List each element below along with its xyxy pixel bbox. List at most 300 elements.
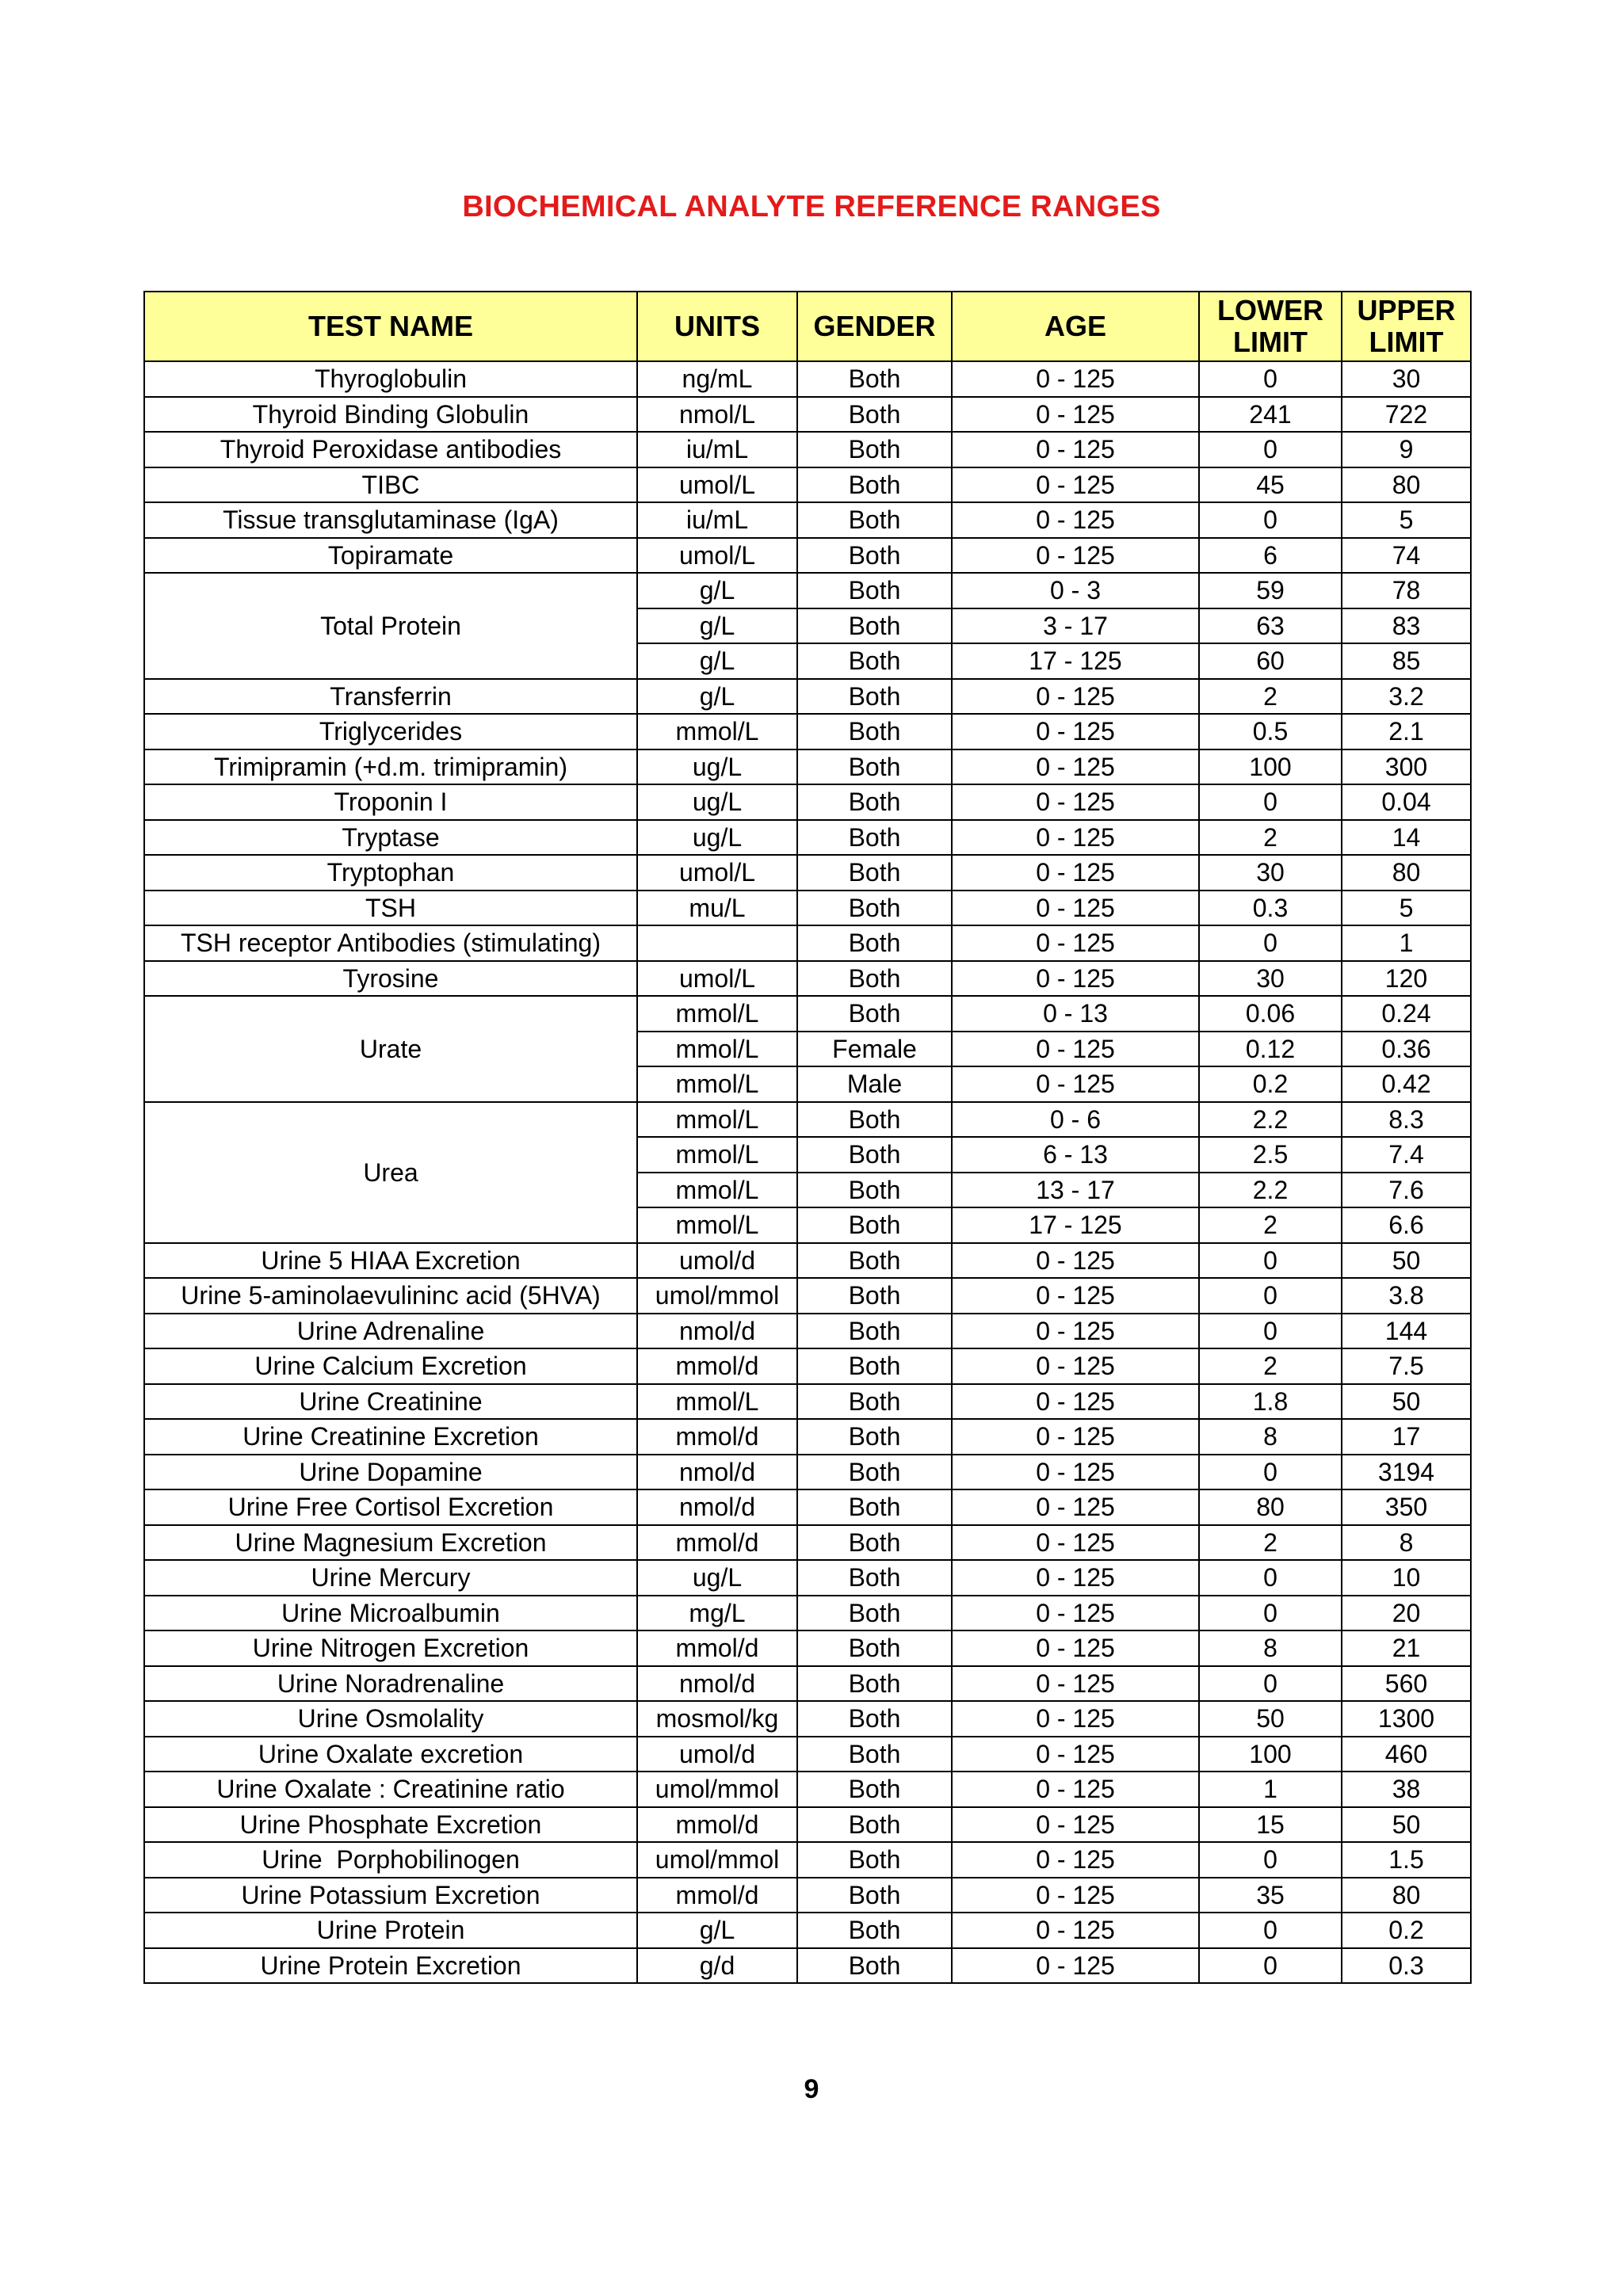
cell-test-name: Urine Free Cortisol Excretion: [144, 1489, 637, 1525]
cell-age: 0 - 125: [952, 1314, 1199, 1349]
cell-upper-limit: 350: [1342, 1489, 1471, 1525]
table-row: [144, 1630, 1471, 1666]
cell-test-name: Tissue transglutaminase (IgA): [144, 502, 637, 538]
cell-test-name: Thyroid Peroxidase antibodies: [144, 432, 637, 467]
cell-gender: Both: [797, 749, 952, 785]
cell-units: mmol/L: [637, 1173, 797, 1208]
cell-units: g/L: [637, 679, 797, 715]
table-row: [144, 397, 1471, 433]
cell-lower-limit: 0: [1199, 1913, 1342, 1948]
cell-age: 3 - 17: [952, 608, 1199, 644]
cell-lower-limit: 0: [1199, 1278, 1342, 1314]
cell-age: 0 - 125: [952, 1737, 1199, 1772]
cell-age: 0 - 125: [952, 1948, 1199, 1984]
cell-units: mmol/d: [637, 1630, 797, 1666]
cell-test-name: Urine Oxalate : Creatinine ratio: [144, 1772, 637, 1807]
cell-test-name: Urate: [144, 996, 637, 1102]
cell-lower-limit: 8: [1199, 1630, 1342, 1666]
cell-age: 17 - 125: [952, 643, 1199, 679]
header-row: [144, 292, 1471, 361]
cell-lower-limit: 0: [1199, 1560, 1342, 1596]
table-row: [144, 961, 1471, 997]
cell-upper-limit: 80: [1342, 1878, 1471, 1913]
cell-lower-limit: 1.8: [1199, 1384, 1342, 1420]
header-test-name: TEST NAME: [144, 292, 637, 361]
table-row: [144, 1419, 1471, 1455]
cell-units: mosmol/kg: [637, 1701, 797, 1737]
cell-lower-limit: 2: [1199, 820, 1342, 856]
cell-test-name: Triglycerides: [144, 714, 637, 749]
cell-age: 0 - 125: [952, 467, 1199, 503]
cell-test-name: Transferrin: [144, 679, 637, 715]
cell-age: 0 - 125: [952, 1489, 1199, 1525]
cell-age: 0 - 125: [952, 820, 1199, 856]
cell-units: mmol/L: [637, 1066, 797, 1102]
cell-units: mmol/d: [637, 1348, 797, 1384]
cell-upper-limit: 50: [1342, 1807, 1471, 1843]
table-row: [144, 1737, 1471, 1772]
cell-gender: Both: [797, 432, 952, 467]
cell-units: iu/mL: [637, 432, 797, 467]
cell-units: mmol/L: [637, 1102, 797, 1138]
cell-upper-limit: 300: [1342, 749, 1471, 785]
cell-upper-limit: 3194: [1342, 1455, 1471, 1490]
cell-lower-limit: 2.5: [1199, 1137, 1342, 1173]
cell-test-name: Urine 5 HIAA Excretion: [144, 1243, 637, 1279]
cell-test-name: Tryptase: [144, 820, 637, 856]
cell-upper-limit: 6.6: [1342, 1207, 1471, 1243]
cell-gender: Both: [797, 820, 952, 856]
cell-lower-limit: 0: [1199, 1948, 1342, 1984]
cell-upper-limit: 38: [1342, 1772, 1471, 1807]
table-row: [144, 361, 1471, 397]
cell-gender: Both: [797, 714, 952, 749]
cell-upper-limit: 144: [1342, 1314, 1471, 1349]
cell-lower-limit: 0: [1199, 1842, 1342, 1878]
cell-upper-limit: 85: [1342, 643, 1471, 679]
cell-gender: Both: [797, 1419, 952, 1455]
cell-gender: Both: [797, 467, 952, 503]
table-row: [144, 432, 1471, 467]
cell-gender: Both: [797, 1348, 952, 1384]
cell-lower-limit: 2: [1199, 679, 1342, 715]
cell-units: umol/mmol: [637, 1842, 797, 1878]
table-row: [144, 784, 1471, 820]
cell-units: iu/mL: [637, 502, 797, 538]
cell-upper-limit: 722: [1342, 397, 1471, 433]
cell-lower-limit: 0.2: [1199, 1066, 1342, 1102]
cell-test-name: TSH receptor Antibodies (stimulating): [144, 925, 637, 961]
cell-units: ng/mL: [637, 361, 797, 397]
cell-gender: Both: [797, 1102, 952, 1138]
cell-units: umol/mmol: [637, 1278, 797, 1314]
cell-units: mmol/L: [637, 1207, 797, 1243]
cell-lower-limit: 0.12: [1199, 1032, 1342, 1067]
table-row: [144, 820, 1471, 856]
table-row: [144, 1314, 1471, 1349]
cell-upper-limit: 7.6: [1342, 1173, 1471, 1208]
cell-upper-limit: 560: [1342, 1666, 1471, 1702]
table-row: [144, 855, 1471, 891]
table-row: [144, 1596, 1471, 1631]
cell-age: 0 - 125: [952, 961, 1199, 997]
table-row: [144, 1842, 1471, 1878]
cell-age: 0 - 6: [952, 1102, 1199, 1138]
cell-gender: Both: [797, 538, 952, 574]
table-row: [144, 1455, 1471, 1490]
cell-upper-limit: 50: [1342, 1243, 1471, 1279]
cell-gender: Both: [797, 1525, 952, 1561]
cell-lower-limit: 35: [1199, 1878, 1342, 1913]
cell-units: ug/L: [637, 1560, 797, 1596]
cell-lower-limit: 0: [1199, 784, 1342, 820]
cell-units: umol/L: [637, 538, 797, 574]
table-row: [144, 467, 1471, 503]
cell-gender: Both: [797, 1701, 952, 1737]
cell-lower-limit: 30: [1199, 961, 1342, 997]
cell-gender: Both: [797, 1243, 952, 1279]
cell-upper-limit: 0.24: [1342, 996, 1471, 1032]
cell-gender: Both: [797, 1948, 952, 1984]
cell-test-name: Urine Osmolality: [144, 1701, 637, 1737]
cell-lower-limit: 0: [1199, 1666, 1342, 1702]
cell-lower-limit: 1: [1199, 1772, 1342, 1807]
table-row: [144, 1384, 1471, 1420]
header-units: UNITS: [637, 292, 797, 361]
cell-gender: Both: [797, 1737, 952, 1772]
cell-test-name: Trimipramin (+d.m. trimipramin): [144, 749, 637, 785]
cell-upper-limit: 5: [1342, 502, 1471, 538]
cell-test-name: Urine Magnesium Excretion: [144, 1525, 637, 1561]
cell-age: 0 - 125: [952, 1913, 1199, 1948]
table-row: [144, 1701, 1471, 1737]
cell-units: mmol/d: [637, 1878, 797, 1913]
cell-lower-limit: 63: [1199, 608, 1342, 644]
table-row: [144, 1560, 1471, 1596]
table-row: [144, 573, 1471, 608]
cell-gender: Both: [797, 608, 952, 644]
cell-upper-limit: 9: [1342, 432, 1471, 467]
cell-upper-limit: 1.5: [1342, 1842, 1471, 1878]
cell-test-name: Urine Nitrogen Excretion: [144, 1630, 637, 1666]
table-row: [144, 1666, 1471, 1702]
cell-lower-limit: 6: [1199, 538, 1342, 574]
cell-age: 0 - 125: [952, 1560, 1199, 1596]
cell-upper-limit: 50: [1342, 1384, 1471, 1420]
cell-test-name: Urine Phosphate Excretion: [144, 1807, 637, 1843]
cell-upper-limit: 20: [1342, 1596, 1471, 1631]
cell-upper-limit: 10: [1342, 1560, 1471, 1596]
cell-age: 17 - 125: [952, 1207, 1199, 1243]
cell-upper-limit: 1: [1342, 925, 1471, 961]
cell-units: [637, 925, 797, 961]
cell-units: nmol/d: [637, 1314, 797, 1349]
cell-gender: Both: [797, 1842, 952, 1878]
cell-lower-limit: 2: [1199, 1348, 1342, 1384]
cell-units: umol/d: [637, 1243, 797, 1279]
cell-age: 0 - 125: [952, 855, 1199, 891]
cell-age: 13 - 17: [952, 1173, 1199, 1208]
cell-units: nmol/d: [637, 1666, 797, 1702]
table-row: [144, 749, 1471, 785]
cell-age: 0 - 125: [952, 1243, 1199, 1279]
table-row: [144, 502, 1471, 538]
cell-age: 0 - 125: [952, 502, 1199, 538]
table-header: [144, 292, 1471, 361]
table-row: [144, 1278, 1471, 1314]
cell-gender: Both: [797, 643, 952, 679]
cell-lower-limit: 59: [1199, 573, 1342, 608]
cell-units: mu/L: [637, 891, 797, 926]
cell-lower-limit: 45: [1199, 467, 1342, 503]
cell-gender: Both: [797, 996, 952, 1032]
cell-age: 0 - 13: [952, 996, 1199, 1032]
cell-gender: Both: [797, 891, 952, 926]
cell-units: mmol/L: [637, 1032, 797, 1067]
cell-units: mmol/L: [637, 1137, 797, 1173]
cell-gender: Both: [797, 961, 952, 997]
table-row: [144, 1243, 1471, 1279]
cell-upper-limit: 0.2: [1342, 1913, 1471, 1948]
cell-units: umol/d: [637, 1737, 797, 1772]
cell-units: g/d: [637, 1948, 797, 1984]
cell-units: g/L: [637, 643, 797, 679]
cell-age: 0 - 125: [952, 538, 1199, 574]
cell-gender: Both: [797, 397, 952, 433]
cell-units: mmol/L: [637, 1384, 797, 1420]
cell-gender: Both: [797, 361, 952, 397]
cell-lower-limit: 2: [1199, 1207, 1342, 1243]
cell-units: mmol/L: [637, 714, 797, 749]
cell-lower-limit: 2.2: [1199, 1173, 1342, 1208]
cell-gender: Both: [797, 679, 952, 715]
cell-lower-limit: 0: [1199, 925, 1342, 961]
cell-upper-limit: 78: [1342, 573, 1471, 608]
cell-units: mmol/d: [637, 1525, 797, 1561]
cell-units: g/L: [637, 1913, 797, 1948]
cell-age: 0 - 125: [952, 891, 1199, 926]
cell-upper-limit: 120: [1342, 961, 1471, 997]
cell-test-name: Thyroid Binding Globulin: [144, 397, 637, 433]
cell-gender: Both: [797, 784, 952, 820]
cell-test-name: Urine Adrenaline: [144, 1314, 637, 1349]
table-row: [144, 925, 1471, 961]
cell-lower-limit: 2.2: [1199, 1102, 1342, 1138]
table-row: [144, 1348, 1471, 1384]
cell-lower-limit: 0: [1199, 1596, 1342, 1631]
cell-age: 0 - 125: [952, 1842, 1199, 1878]
cell-gender: Male: [797, 1066, 952, 1102]
cell-gender: Both: [797, 1384, 952, 1420]
table-row: [144, 996, 1471, 1032]
cell-upper-limit: 74: [1342, 538, 1471, 574]
cell-units: g/L: [637, 573, 797, 608]
cell-gender: Both: [797, 1630, 952, 1666]
cell-units: g/L: [637, 608, 797, 644]
cell-test-name: Urea: [144, 1102, 637, 1243]
cell-gender: Both: [797, 1314, 952, 1349]
cell-test-name: Urine Protein: [144, 1913, 637, 1948]
cell-age: 0 - 125: [952, 749, 1199, 785]
cell-upper-limit: 7.4: [1342, 1137, 1471, 1173]
cell-age: 0 - 125: [952, 1032, 1199, 1067]
cell-gender: Both: [797, 1173, 952, 1208]
cell-age: 0 - 125: [952, 1630, 1199, 1666]
cell-test-name: Urine 5-aminolaevulininc acid (5HVA): [144, 1278, 637, 1314]
cell-test-name: Urine Dopamine: [144, 1455, 637, 1490]
cell-age: 0 - 125: [952, 1878, 1199, 1913]
cell-gender: Both: [797, 1772, 952, 1807]
cell-test-name: Urine Potassium Excretion: [144, 1878, 637, 1913]
cell-age: 0 - 125: [952, 1701, 1199, 1737]
page-number: 9: [804, 2074, 819, 2104]
cell-units: nmol/d: [637, 1455, 797, 1490]
cell-upper-limit: 21: [1342, 1630, 1471, 1666]
cell-units: umol/L: [637, 467, 797, 503]
reference-ranges-table: [143, 291, 1472, 1984]
cell-upper-limit: 14: [1342, 820, 1471, 856]
cell-lower-limit: 241: [1199, 397, 1342, 433]
table-body: [144, 361, 1471, 1983]
cell-upper-limit: 30: [1342, 361, 1471, 397]
cell-gender: Both: [797, 573, 952, 608]
table-row: [144, 1772, 1471, 1807]
table-row: [144, 1102, 1471, 1138]
cell-units: umol/L: [637, 961, 797, 997]
cell-lower-limit: 0: [1199, 1314, 1342, 1349]
cell-gender: Both: [797, 1878, 952, 1913]
cell-units: mmol/d: [637, 1419, 797, 1455]
cell-units: mmol/d: [637, 1807, 797, 1843]
cell-gender: Both: [797, 855, 952, 891]
cell-age: 0 - 125: [952, 1384, 1199, 1420]
cell-units: nmol/d: [637, 1489, 797, 1525]
cell-test-name: Tryptophan: [144, 855, 637, 891]
cell-gender: Both: [797, 1596, 952, 1631]
cell-test-name: Urine Calcium Excretion: [144, 1348, 637, 1384]
cell-upper-limit: 8.3: [1342, 1102, 1471, 1138]
cell-test-name: Total Protein: [144, 573, 637, 679]
cell-lower-limit: 8: [1199, 1419, 1342, 1455]
header-lower-limit: LOWER LIMIT: [1199, 292, 1342, 361]
cell-gender: Both: [797, 502, 952, 538]
table-row: [144, 1489, 1471, 1525]
cell-lower-limit: 60: [1199, 643, 1342, 679]
cell-units: nmol/L: [637, 397, 797, 433]
cell-test-name: Urine Oxalate excretion: [144, 1737, 637, 1772]
cell-units: ug/L: [637, 749, 797, 785]
cell-lower-limit: 0: [1199, 1243, 1342, 1279]
cell-upper-limit: 7.5: [1342, 1348, 1471, 1384]
cell-gender: Both: [797, 1913, 952, 1948]
cell-units: umol/mmol: [637, 1772, 797, 1807]
cell-upper-limit: 83: [1342, 608, 1471, 644]
cell-gender: Both: [797, 1666, 952, 1702]
cell-gender: Both: [797, 1207, 952, 1243]
cell-upper-limit: 5: [1342, 891, 1471, 926]
cell-upper-limit: 0.42: [1342, 1066, 1471, 1102]
cell-age: 0 - 125: [952, 1525, 1199, 1561]
header-upper-limit: UPPER LIMIT: [1342, 292, 1471, 361]
cell-test-name: Topiramate: [144, 538, 637, 574]
table-row: [144, 538, 1471, 574]
cell-lower-limit: 0: [1199, 502, 1342, 538]
cell-gender: Both: [797, 1560, 952, 1596]
cell-lower-limit: 0: [1199, 361, 1342, 397]
cell-gender: Both: [797, 925, 952, 961]
cell-test-name: Troponin I: [144, 784, 637, 820]
cell-age: 0 - 3: [952, 573, 1199, 608]
page-title: BIOCHEMICAL ANALYTE REFERENCE RANGES: [462, 190, 1161, 223]
cell-upper-limit: 460: [1342, 1737, 1471, 1772]
cell-upper-limit: 80: [1342, 855, 1471, 891]
cell-test-name: Urine Creatinine Excretion: [144, 1419, 637, 1455]
table-row: [144, 1878, 1471, 1913]
cell-upper-limit: 3.8: [1342, 1278, 1471, 1314]
cell-units: umol/L: [637, 855, 797, 891]
cell-test-name: Urine Creatinine: [144, 1384, 637, 1420]
cell-upper-limit: 8: [1342, 1525, 1471, 1561]
table-row: [144, 1525, 1471, 1561]
cell-upper-limit: 1300: [1342, 1701, 1471, 1737]
cell-age: 0 - 125: [952, 1066, 1199, 1102]
table-row: [144, 679, 1471, 715]
cell-gender: Both: [797, 1455, 952, 1490]
cell-age: 0 - 125: [952, 1348, 1199, 1384]
cell-age: 0 - 125: [952, 1419, 1199, 1455]
cell-units: ug/L: [637, 784, 797, 820]
cell-upper-limit: 3.2: [1342, 679, 1471, 715]
cell-age: 0 - 125: [952, 397, 1199, 433]
cell-age: 0 - 125: [952, 1772, 1199, 1807]
cell-lower-limit: 30: [1199, 855, 1342, 891]
cell-test-name: TIBC: [144, 467, 637, 503]
cell-units: ug/L: [637, 820, 797, 856]
cell-gender: Both: [797, 1137, 952, 1173]
cell-test-name: Tyrosine: [144, 961, 637, 997]
cell-upper-limit: 2.1: [1342, 714, 1471, 749]
table-row: [144, 714, 1471, 749]
cell-lower-limit: 0.5: [1199, 714, 1342, 749]
cell-lower-limit: 2: [1199, 1525, 1342, 1561]
cell-test-name: Urine Mercury: [144, 1560, 637, 1596]
cell-lower-limit: 50: [1199, 1701, 1342, 1737]
cell-units: mmol/L: [637, 996, 797, 1032]
cell-upper-limit: 0.36: [1342, 1032, 1471, 1067]
cell-age: 6 - 13: [952, 1137, 1199, 1173]
cell-test-name: Thyroglobulin: [144, 361, 637, 397]
cell-lower-limit: 0.3: [1199, 891, 1342, 926]
cell-age: 0 - 125: [952, 1455, 1199, 1490]
cell-gender: Both: [797, 1278, 952, 1314]
cell-age: 0 - 125: [952, 361, 1199, 397]
cell-upper-limit: 17: [1342, 1419, 1471, 1455]
cell-lower-limit: 0: [1199, 432, 1342, 467]
cell-lower-limit: 80: [1199, 1489, 1342, 1525]
cell-test-name: Urine Protein Excretion: [144, 1948, 637, 1984]
cell-upper-limit: 0.3: [1342, 1948, 1471, 1984]
table-row: [144, 1913, 1471, 1948]
cell-lower-limit: 0: [1199, 1455, 1342, 1490]
header-gender: GENDER: [797, 292, 952, 361]
cell-age: 0 - 125: [952, 1596, 1199, 1631]
cell-test-name: Urine Porphobilinogen: [144, 1842, 637, 1878]
cell-test-name: TSH: [144, 891, 637, 926]
cell-age: 0 - 125: [952, 714, 1199, 749]
cell-lower-limit: 0.06: [1199, 996, 1342, 1032]
table-row: [144, 1948, 1471, 1984]
cell-gender: Both: [797, 1489, 952, 1525]
